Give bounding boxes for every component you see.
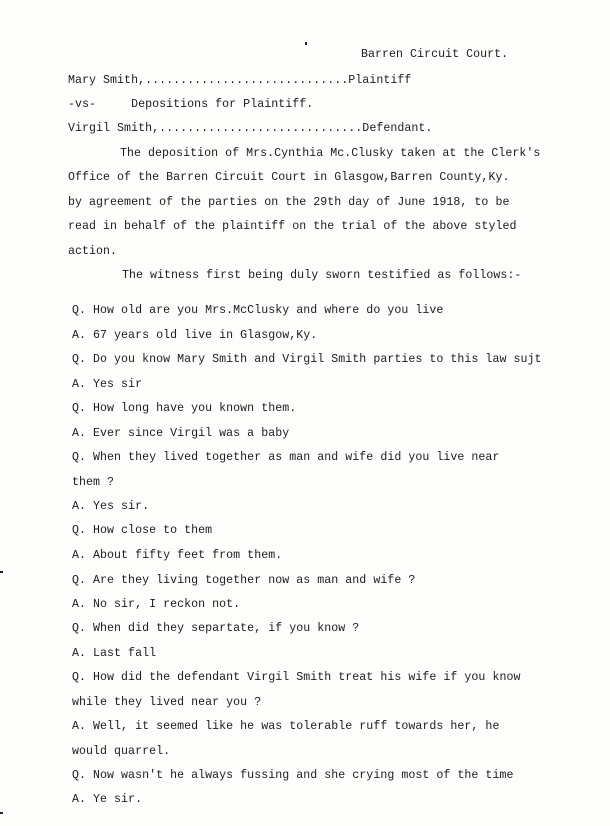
- qa-line: Q. When they lived together as man and wife did you live near: [72, 451, 500, 464]
- defendant-line: Virgil Smith,.............................Defendant.: [68, 122, 433, 135]
- sworn-statement: The witness first being duly sworn testified as follows:-: [122, 269, 522, 282]
- intro-line-5: action.: [68, 245, 118, 258]
- qa-line: Q. Are they living together now as man and wife ?: [72, 574, 416, 587]
- vs-line: -vs- Depositions for Plaintiff.: [68, 98, 314, 111]
- qa-line: Q. How did the defendant Virgil Smith treat his wife if you know: [72, 671, 521, 684]
- intro-line-4: read in behalf of the plaintiff on the trial of the above styled: [68, 220, 517, 233]
- ink-speck: [305, 42, 307, 45]
- margin-mark: [0, 571, 3, 573]
- court-heading: Barren Circuit Court.: [361, 48, 509, 61]
- qa-line: while they lived near you ?: [72, 696, 262, 709]
- qa-line: A. Last fall: [72, 647, 157, 660]
- qa-line: A. Well, it seemed like he was tolerable ruff towards her, he: [72, 720, 500, 733]
- qa-line: A. No sir, I reckon not.: [72, 598, 241, 611]
- qa-line: Q. How old are you Mrs.McClusky and where do you live: [72, 304, 444, 317]
- qa-line: A. Yes sir.: [72, 500, 150, 513]
- plaintiff-line: Mary Smith,.............................Plaintiff: [68, 74, 412, 87]
- qa-line: A. Yes sir: [72, 378, 143, 391]
- qa-line: Q. How close to them: [72, 524, 213, 537]
- qa-line: them ?: [72, 476, 115, 489]
- intro-line-1: The deposition of Mrs.Cynthia Mc.Clusky taken at the Clerk's: [120, 147, 541, 160]
- qa-line: Q. Now wasn't he always fussing and she crying most of the time: [72, 769, 514, 782]
- qa-line: A. About fifty feet from them.: [72, 549, 283, 562]
- qa-line: Q. How long have you known them.: [72, 402, 297, 415]
- intro-line-3: by agreement of the parties on the 29th day of June 1918, to be: [68, 196, 510, 209]
- margin-mark: [0, 812, 3, 814]
- qa-line: A. Ever since Virgil was a baby: [72, 427, 290, 440]
- qa-line: A. 67 years old live in Glasgow,Ky.: [72, 329, 318, 342]
- intro-line-2: Office of the Barren Circuit Court in Glasgow,Barren County,Ky.: [68, 171, 510, 184]
- qa-line: would quarrel.: [72, 745, 171, 758]
- qa-line: A. Ye sir.: [72, 793, 143, 806]
- qa-line: Q. When did they separtate, if you know ?: [72, 622, 360, 635]
- qa-line: Q. Do you know Mary Smith and Virgil Smith parties to this law sujt: [72, 353, 542, 366]
